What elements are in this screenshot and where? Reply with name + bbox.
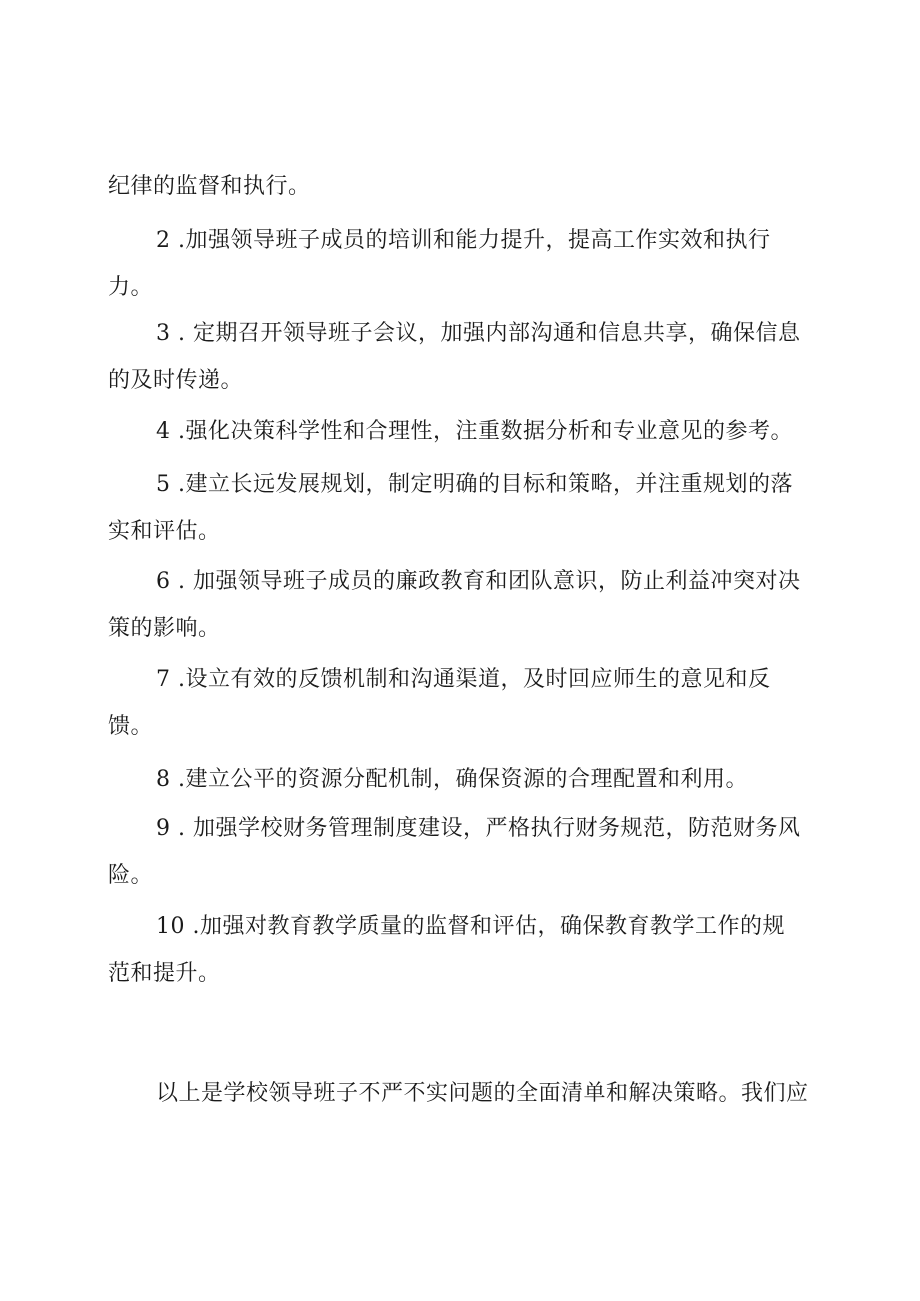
text-line: 10 .加强对教育教学质量的监督和评估，确保教育教学工作的规	[156, 914, 785, 939]
list-item-4	[108, 408, 823, 455]
list-item-8	[108, 756, 823, 803]
text-line: 3 . 定期召开领导班子会议，加强内部沟通和信息共享，确保信息	[156, 321, 801, 346]
list-item-6	[108, 558, 823, 652]
text-line: 策的影响。	[108, 616, 221, 641]
text-line: 5 .建立长远发展规划，制定明确的目标和策略，并注重规划的落	[156, 472, 793, 497]
list-item-5	[108, 461, 823, 555]
list-item-2	[108, 217, 823, 311]
text-line: 7 .设立有效的反馈机制和沟通渠道，及时回应师生的意见和反	[156, 667, 771, 692]
paragraph-continuation	[108, 163, 823, 210]
text-line: 馈。	[108, 714, 154, 739]
summary-paragraph	[108, 1070, 823, 1117]
text-line: 的及时传递。	[108, 368, 244, 393]
text-line: 2 .加强领导班子成员的培训和能力提升，提高工作实效和执行	[156, 228, 771, 253]
text-line: 纪律的监督和执行。	[108, 174, 311, 199]
text-line: 力。	[108, 275, 154, 300]
text-line: 9 . 加强学校财务管理制度建设，严格执行财务规范，防范财务风	[156, 816, 801, 841]
text-line: 范和提升。	[108, 961, 221, 986]
list-item-3	[108, 310, 823, 404]
text-line: 险。	[108, 863, 154, 888]
list-item-7	[108, 656, 823, 750]
text-line: 4 .强化决策科学性和合理性，注重数据分析和专业意见的参考。	[156, 419, 793, 444]
text-line: 6 . 加强领导班子成员的廉政教育和团队意识，防止利益冲突对决	[156, 569, 801, 594]
text-line: 以上是学校领导班子不严不实问题的全面清单和解决策略。我们应	[156, 1081, 809, 1106]
text-line: 8 .建立公平的资源分配机制，确保资源的合理配置和利用。	[156, 767, 748, 792]
text-line: 实和评估。	[108, 519, 221, 544]
list-item-9	[108, 805, 823, 899]
list-item-10	[108, 903, 823, 997]
